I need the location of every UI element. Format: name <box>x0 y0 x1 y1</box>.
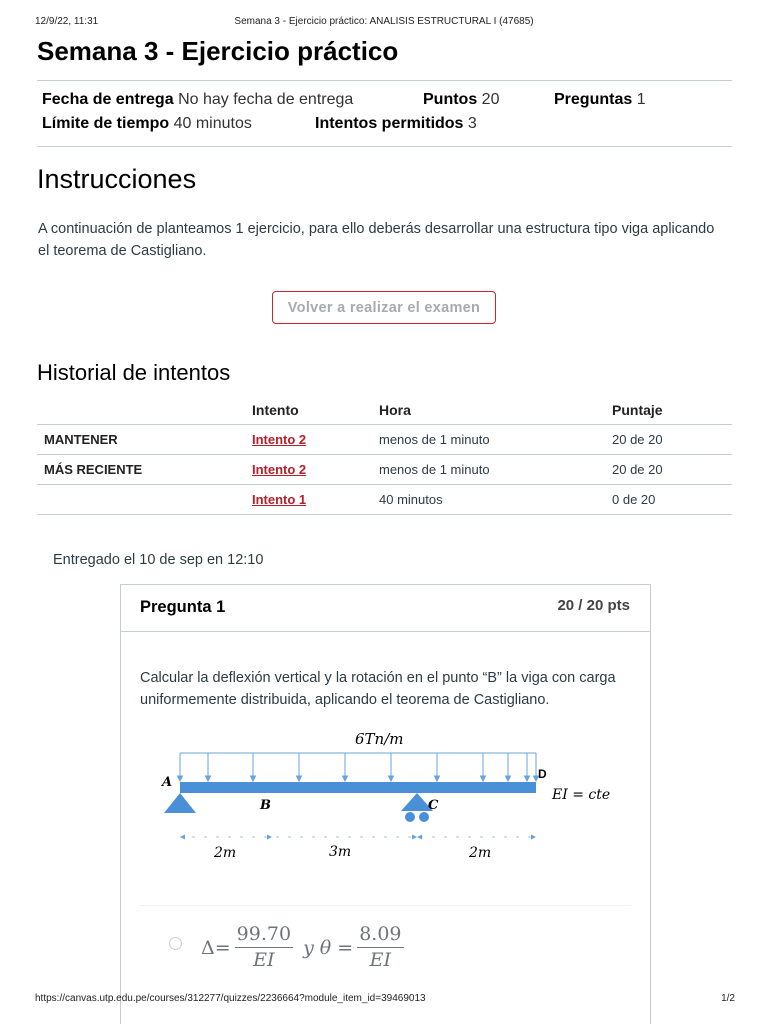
print-page-number: 1/2 <box>721 993 735 1004</box>
attempts-allowed-detail <box>315 115 477 133</box>
attempt-link[interactable]: Intento 1 <box>252 492 307 507</box>
due-date-label: Fecha de entrega <box>42 91 174 108</box>
table-header-row <box>37 396 732 425</box>
due-date-value: No hay fecha de entrega <box>178 91 354 108</box>
questions-detail <box>554 91 646 109</box>
answer-option[interactable] <box>201 923 408 972</box>
point-d-label: D <box>538 767 547 781</box>
table-row <box>37 425 732 455</box>
question-points: 20 / 20 pts <box>557 597 630 614</box>
question-card <box>120 584 651 1024</box>
attempt-history-heading: Historial de intentos <box>37 360 231 385</box>
beam <box>180 782 536 793</box>
answer-radio[interactable] <box>169 937 182 950</box>
load-label: 6Tn/m <box>355 730 404 748</box>
attempt-score: 20 de 20 <box>612 455 732 485</box>
attempt-status-label: MÁS RECIENTE <box>37 455 252 485</box>
questions-value: 1 <box>636 91 646 108</box>
question-text: Calcular la deflexión vertical y la rotación en el punto “B” la viga con carga uniformemente distribuida, aplicando el teorema de Castigliano. <box>140 670 616 708</box>
attempt-score: 20 de 20 <box>612 425 732 455</box>
instructions-heading: Instrucciones <box>37 164 197 194</box>
roller-wheel-icon <box>405 812 415 822</box>
attempt-history-table <box>37 396 732 515</box>
column-header-score: Puntaje <box>612 396 732 425</box>
table-row <box>37 485 732 515</box>
theta-denominator: EI <box>369 949 392 971</box>
attempts-allowed-label: Intentos permitidos <box>315 115 464 132</box>
theta-fraction <box>357 923 403 972</box>
attempt-score: 0 de 20 <box>612 485 732 515</box>
theta-symbol: θ = <box>319 936 354 959</box>
points-value: 20 <box>481 91 500 108</box>
answer-connector: y <box>303 936 314 959</box>
instructions-text: A continuación de planteamos 1 ejercicio, para ello deberás desarrollar una estructura tipo viga aplicando el teorema de Castigliano. <box>38 221 715 259</box>
due-date-detail <box>42 91 353 109</box>
attempt-link[interactable]: Intento 2 <box>252 462 307 477</box>
time-limit-label: Límite de tiempo <box>42 115 170 132</box>
page-title: Semana 3 - Ejercicio práctico <box>37 36 399 66</box>
print-footer-url: https://canvas.utp.edu.pe/courses/312277/quizzes/2236664?module_item_id=39469013 <box>35 993 426 1004</box>
retake-quiz-button[interactable]: Volver a realizar el examen <box>272 291 496 324</box>
print-datetime: 12/9/22, 11:31 <box>35 16 99 27</box>
delta-numerator: 99.70 <box>235 923 293 948</box>
questions-label: Preguntas <box>554 91 633 108</box>
point-b-label: B <box>260 798 271 813</box>
delta-fraction <box>235 923 293 972</box>
span-1-label: 2m <box>214 845 237 861</box>
submitted-timestamp: Entregado el 10 de sep en 12:10 <box>53 552 264 568</box>
attempt-link[interactable]: Intento 2 <box>252 432 307 447</box>
table-row <box>37 455 732 485</box>
point-c-label: C <box>428 798 439 813</box>
question-title: Pregunta 1 <box>140 598 226 616</box>
span-2-label: 3m <box>329 844 352 860</box>
span-3-label: 2m <box>469 845 492 861</box>
column-header-attempt: Intento <box>252 396 379 425</box>
attempt-status-label <box>37 485 252 515</box>
delta-symbol: Δ= <box>201 936 231 959</box>
time-limit-value: 40 minutos <box>173 115 252 132</box>
points-detail <box>423 91 499 109</box>
attempt-time: menos de 1 minuto <box>379 425 612 455</box>
divider <box>139 905 631 906</box>
roller-wheel-icon <box>419 812 429 822</box>
question-header <box>121 585 650 632</box>
points-label: Puntos <box>423 91 478 108</box>
attempt-time: 40 minutos <box>379 485 612 515</box>
divider <box>37 146 732 147</box>
time-limit-detail <box>42 115 252 133</box>
attempt-status-label: MANTENER <box>37 425 252 455</box>
print-page-title: Semana 3 - Ejercicio práctico: ANALISIS ESTRUCTURAL I (47685) <box>234 16 534 27</box>
divider <box>37 80 732 81</box>
beam-diagram <box>159 723 629 863</box>
pin-support-icon <box>164 793 196 813</box>
column-header-time: Hora <box>379 396 612 425</box>
delta-denominator: EI <box>253 949 275 971</box>
attempts-allowed-value: 3 <box>467 115 477 132</box>
attempt-time: menos de 1 minuto <box>379 455 612 485</box>
load-arrows <box>178 753 539 781</box>
theta-numerator: 8.09 <box>357 923 403 948</box>
column-header-label <box>37 396 252 425</box>
ei-label: EI = cte <box>552 787 611 803</box>
point-a-label: A <box>162 775 173 790</box>
